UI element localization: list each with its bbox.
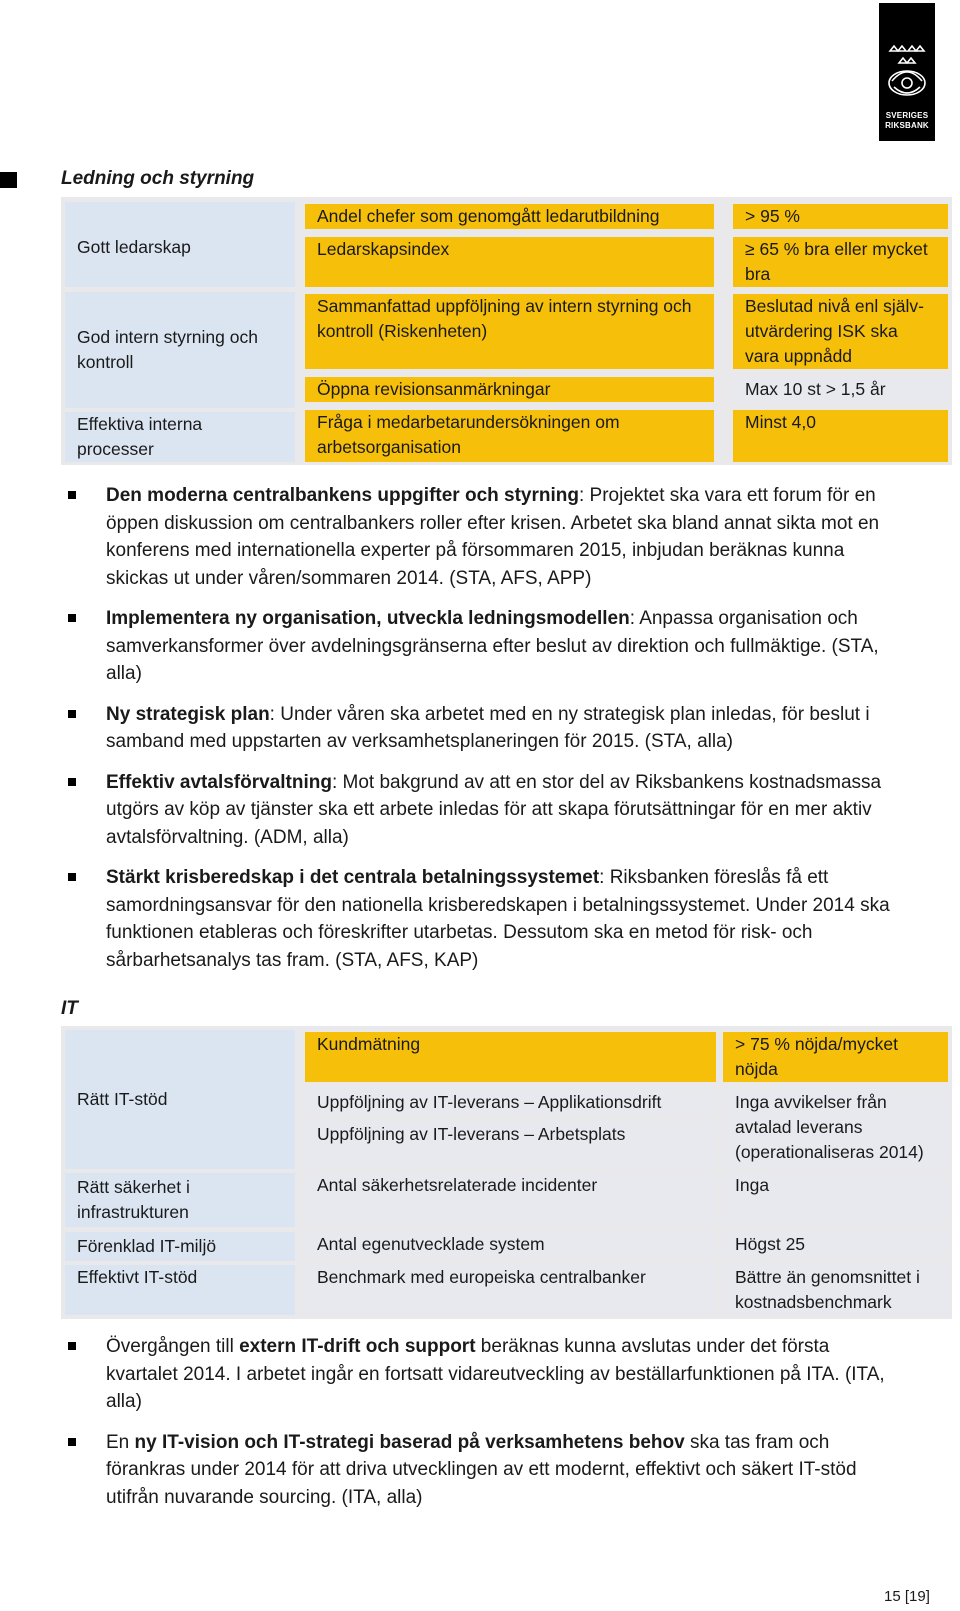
table-cell-metric: Antal säkerhetsrelaterade incidenter: [305, 1173, 716, 1225]
logo-line-2: RIKSBANK: [885, 121, 929, 130]
section-title-it: IT: [61, 998, 78, 1019]
list-item: Ny strategisk plan: Under våren ska arbetet med en ny strategisk plan inledas, för beslut i samband med uppstarten av verksamhetsplaneringen för 2015. (STA, alla): [66, 701, 906, 756]
section-title-ledning: Ledning och styrning: [61, 168, 255, 189]
table-cell-metric: Benchmark med europeiska centralbanker: [305, 1265, 716, 1315]
table-cell-metric: Ledarskapsindex: [305, 237, 714, 287]
bullet-list-ledning: [66, 482, 906, 974]
table-cell-target: Minst 4,0: [733, 410, 948, 462]
page-number: 15 [19]: [884, 1588, 930, 1605]
list-item: Övergången till extern IT-drift och support beräknas kunna avslutas under det första kvartalet 2014. I arbetet ingår en fortsatt vidareutveckling av beställarfunktionen på ITA. (ITA, alla): [66, 1333, 906, 1416]
list-item: Effektiv avtalsförvaltning: Mot bakgrund av att en stor del av Riksbankens kostnadsmassa utgörs av köp av tjänster ska ett arbete inledas för att skapa förutsättningar för en mer aktiv avtalsförvaltning. (ADM, alla): [66, 769, 906, 852]
table-cell-left: Effektivt IT-stöd: [65, 1265, 295, 1315]
table-cell-left: Rätt IT-stöd: [65, 1030, 295, 1169]
table-cell-target: Inga: [723, 1173, 948, 1225]
bullet-list-it: [66, 1333, 906, 1511]
table-cell-left: God intern styrning och kontroll: [65, 292, 295, 408]
table-cell-left: Gott ledarskap: [65, 202, 295, 287]
table-cell-left: Effektiva interna processer: [65, 412, 295, 462]
logo-line-1: SVERIGES: [885, 111, 929, 120]
table-cell-metric: Fråga i medarbetarundersökningen om arbetsorganisation: [305, 410, 714, 462]
crown-emblem-icon: [884, 43, 930, 103]
table-cell-target: > 75 % nöjda/mycket nöjda: [723, 1032, 948, 1082]
table-cell-metric: Kundmätning: [305, 1032, 716, 1082]
list-item: Den moderna centralbankens uppgifter och styrning: Projektet ska vara ett forum för en öppen diskussion om centralbankers roller efter krisen. Arbetet ska bland annat sikta mot en konferens med internationella experter på försommaren 2015, inbjudan beräknas kunna skickas ut under våren/sommaren 2014. (STA, AFS, APP): [66, 482, 906, 592]
table-cell-target: Inga avvikelser från avtalad leverans (operationaliseras 2014): [723, 1090, 948, 1167]
table-cell-target: Bättre än genomsnittet i kostnadsbenchmark: [723, 1265, 948, 1315]
list-item: Implementera ny organisation, utveckla ledningsmodellen: Anpassa organisation och samverkansformer över avdelningsgränserna efter beslut av direktion och fullmäktige. (STA, alla): [66, 605, 906, 688]
list-item: Stärkt krisberedskap i det centrala betalningssystemet: Riksbanken föreslås få ett samordningsansvar för den nationella krisberedskapen i betalningssystemet. Under 2014 ska funktionen etableras och föreskrifter utarbetas. Dessutom ska en metod för risk- och sårbarhetsanalys tas fram. (STA, AFS, KAP): [66, 864, 906, 974]
table-cell-left: Förenklad IT-miljö: [65, 1232, 295, 1261]
table-cell-left: Rätt säkerhet i infrastrukturen: [65, 1173, 295, 1227]
list-item: En ny IT-vision och IT-strategi baserad på verksamhetens behov ska tas fram och förankras under 2014 för att driva utvecklingen av ett modernt, effektivt och säkert IT-stöd utifrån nuvarande sourcing. (ITA, alla): [66, 1429, 906, 1512]
table-cell-metric: Uppföljning av IT-leverans – Arbetsplats: [305, 1122, 716, 1167]
table-cell-metric: Antal egenutvecklade system: [305, 1232, 716, 1257]
table-cell-target: ≥ 65 % bra eller mycket bra: [733, 237, 948, 287]
table-cell-target: Högst 25: [723, 1232, 948, 1257]
table-cell-metric: Öppna revisionsanmärkningar: [305, 377, 714, 402]
table-cell-target: Max 10 st > 1,5 år: [733, 377, 948, 402]
table-cell-target: > 95 %: [733, 204, 948, 229]
table-cell-metric: Uppföljning av IT-leverans – Applikationsdrift: [305, 1090, 716, 1115]
riksbank-logo: [879, 3, 935, 141]
table-cell-metric: Andel chefer som genomgått ledarutbildning: [305, 204, 714, 229]
section-marker: [0, 172, 17, 188]
table-cell-target: Beslutad nivå enl själv-utvärdering ISK ska vara uppnådd: [733, 294, 948, 369]
table-cell-metric: Sammanfattad uppföljning av intern styrning och kontroll (Riskenheten): [305, 294, 714, 369]
